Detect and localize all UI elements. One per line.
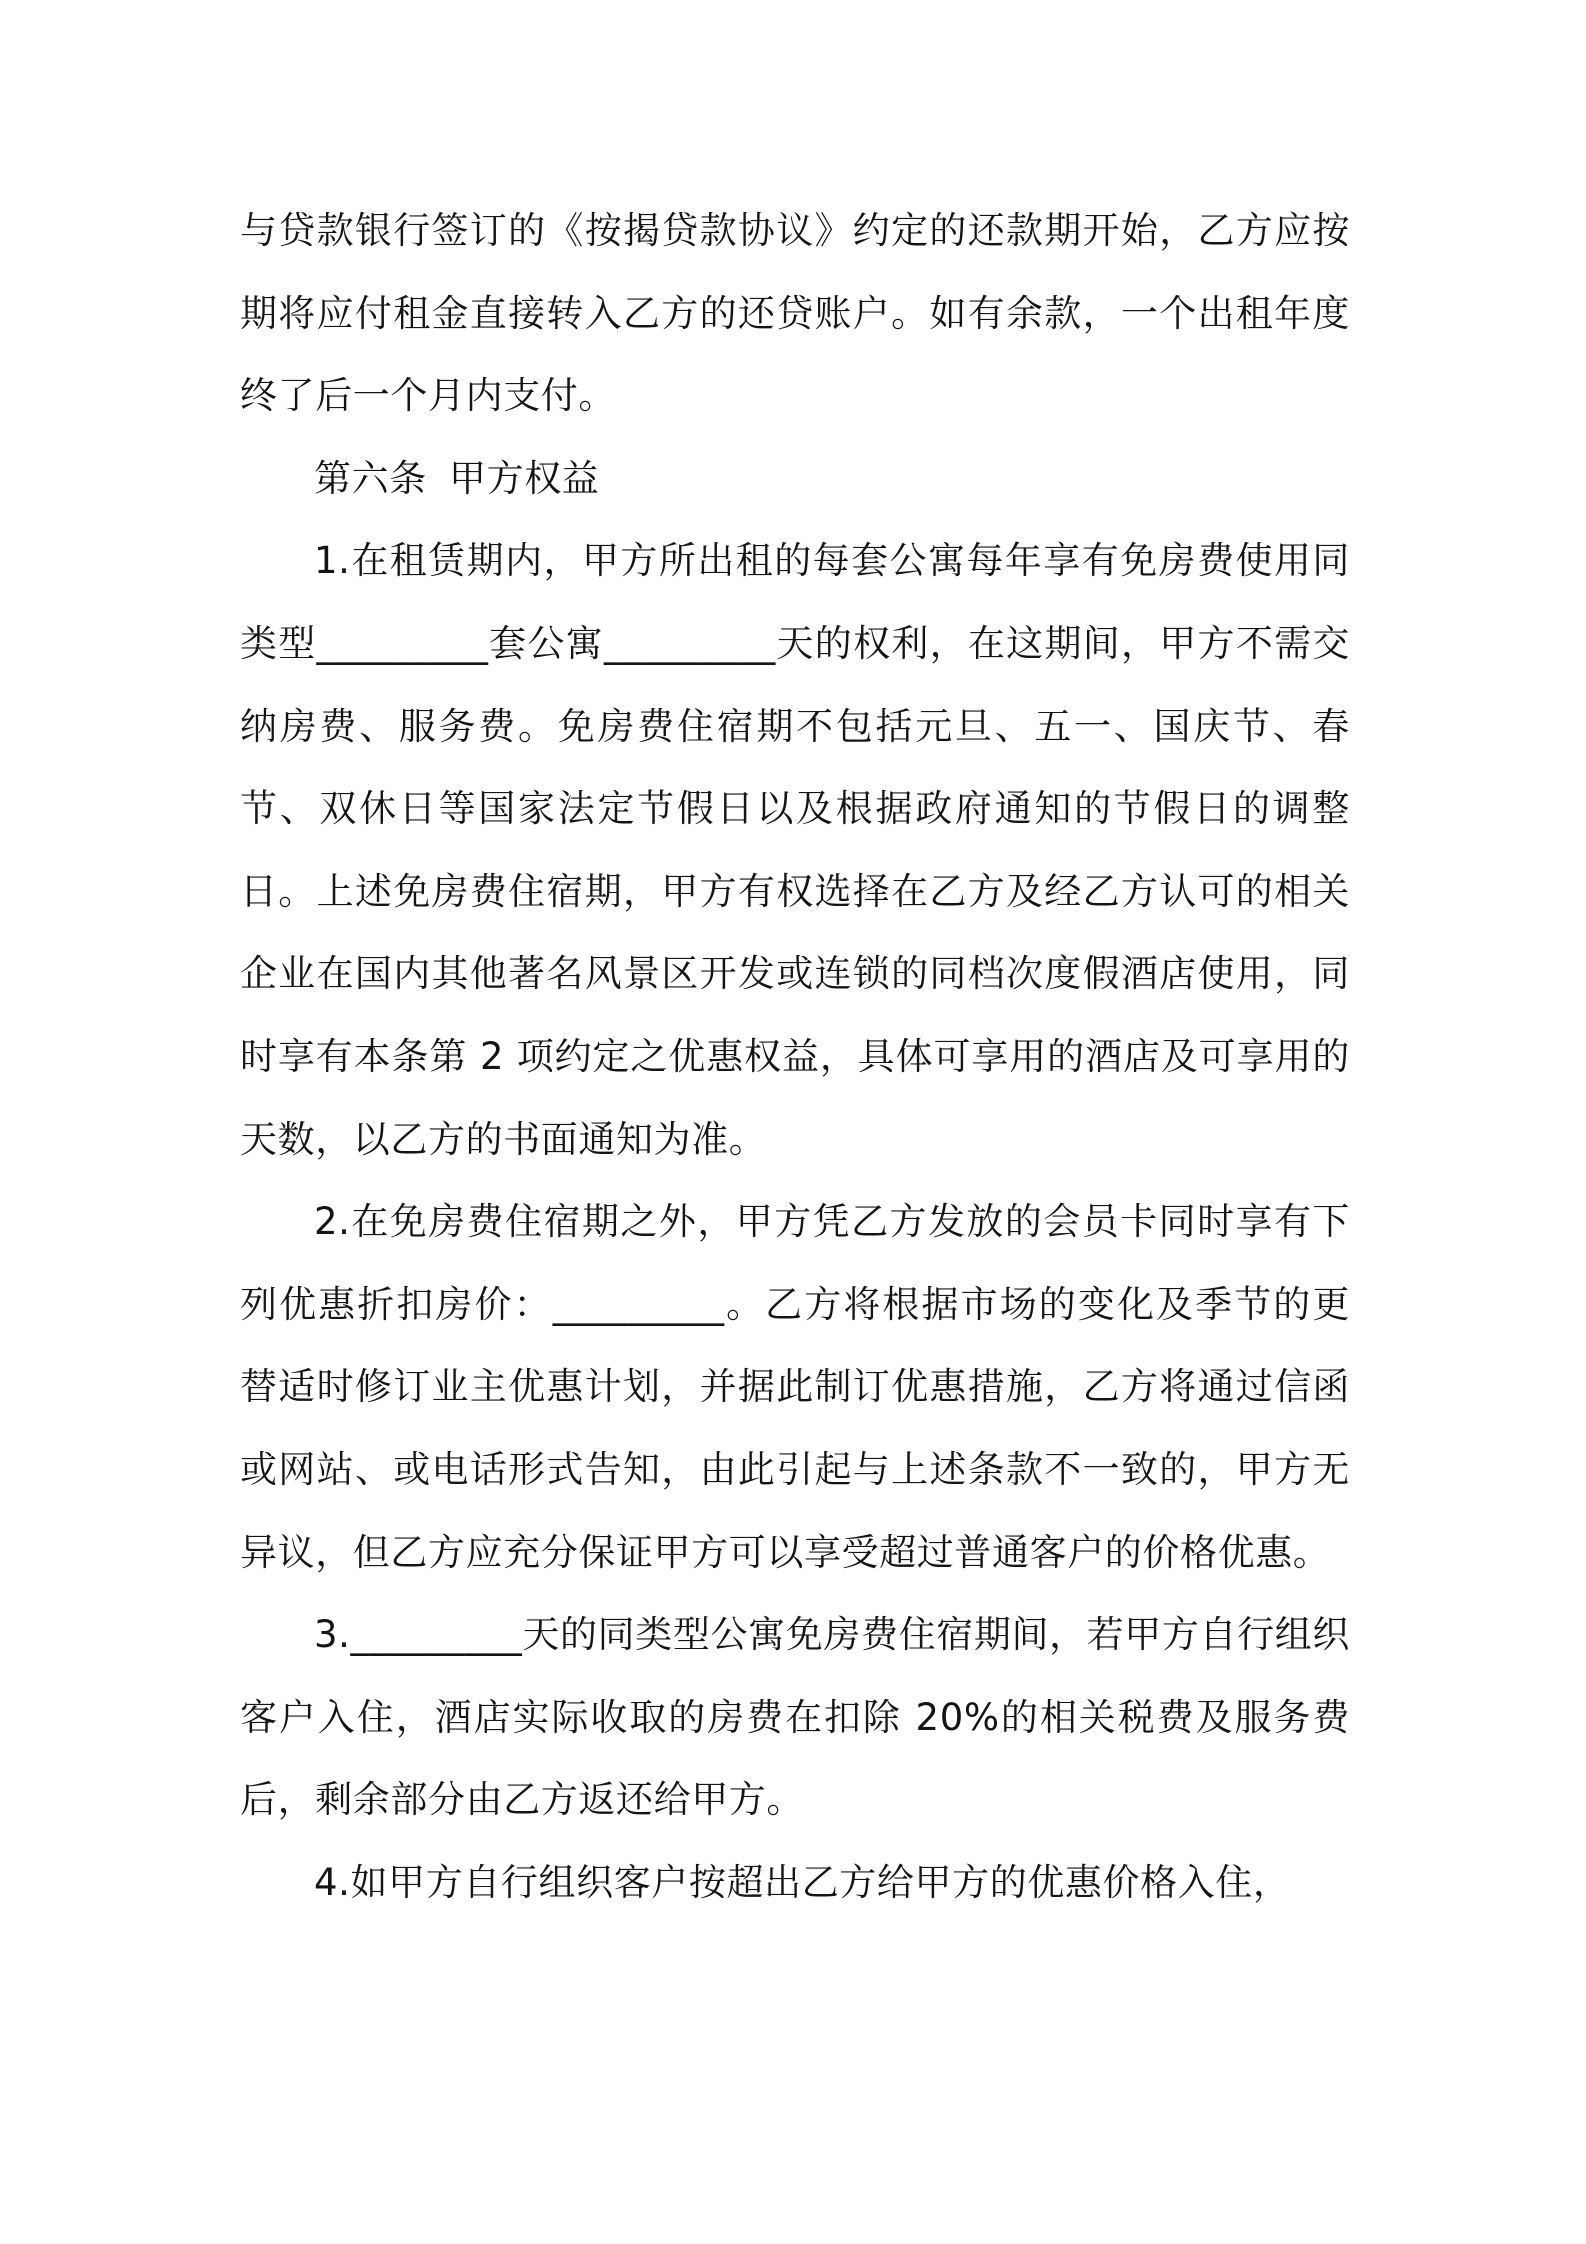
article-title: 甲方权益: [449, 456, 600, 500]
article-number: 第六条: [314, 456, 427, 500]
clause-item-1: 1.在租赁期内，甲方所出租的每套公寓每年享有免房费使用同类型_________套公寓_________天的权利，在这期间，甲方不需交纳房费、服务费。免房费住宿期不包括元旦、五一、国庆节、春节、双休日等国家法定节假日以及根据政府通知的节假日的调整日。上述免房费住宿期，甲方有权选择在乙方及经乙方认可的相关企业在国内其他著名风景区开发或连锁的同档次度假酒店使用，同时享有本条第 2 项约定之优惠权益，具体可享用的酒店及可享用的天数，以乙方的书面通知为准。: [240, 539, 1350, 1161]
clause-item-3: 3._________天的同类型公寓免房费住宿期间，若甲方自行组织客户入住，酒店实际收取的房费在扣除 20%的相关税费及服务费后，剩余部分由乙方返还给甲方。: [240, 1613, 1350, 1822]
article-heading: [240, 438, 1350, 521]
intro-paragraph: 与贷款银行签订的《按揭贷款协议》约定的还款期开始，乙方应按期将应付租金直接转入乙方的还贷账户。如有余款，一个出租年度终了后一个月内支付。: [240, 209, 1350, 418]
document-body: [240, 190, 1350, 1924]
clause-item-4: 4.如甲方自行组织客户按超出乙方给甲方的优惠价格入住，: [314, 1860, 1291, 1904]
clause-item-2: 2.在免房费住宿期之外，甲方凭乙方发放的会员卡同时享有下列优惠折扣房价：_________。乙方将根据市场的变化及季节的更替适时修订业主优惠计划，并据此制订优惠措施，乙方将通过信函或网站、或电话形式告知，由此引起与上述条款不一致的，甲方无异议，但乙方应充分保证甲方可以享受超过普通客户的价格优惠。: [240, 1200, 1350, 1574]
